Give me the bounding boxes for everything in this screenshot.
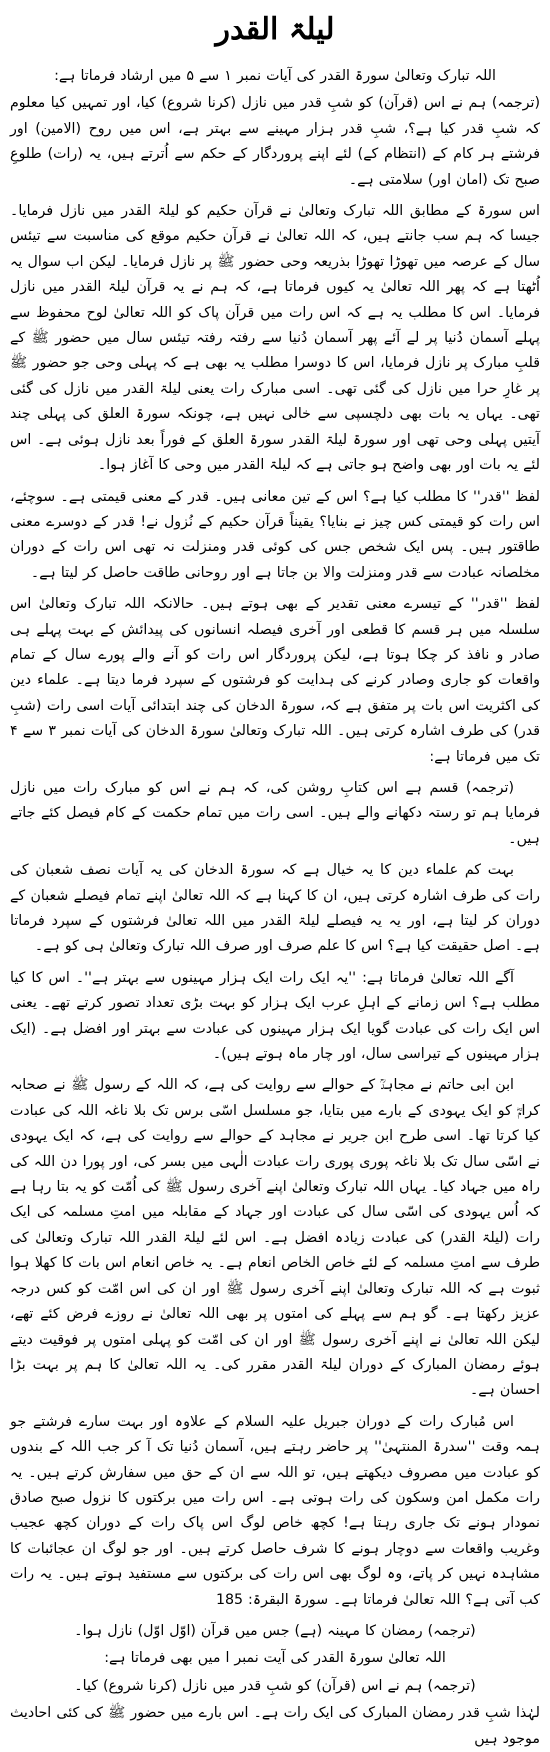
paragraph-shaban: بہت کم علماء دین کا یہ خیال ہے کہ سورۃ الدخان کی یہ آیات نصف شعبان کی رات کی طرف اشارہ کرتی ہیں، ان کا کہنا ہے کہ اللہ تعالیٰ اپنے تمام فیصلے شعبان کے دوران کر لیتا ہے، اور یہ یہ فیصلے لیلۃ القدر میں اللہ تعالیٰ فرشتوں کے سپرد فرماتا ہے۔ اصل حقیقت کیا ہے؟ اس کا علم صرف اور صرف اللہ تبارک وتعالیٰ ہی کو ہے۔ (10, 862, 540, 955)
translation-surah-qadr: (ترجمہ) ہم نے اس (قرآن) کو شبِ قدر میں نازل (کرنا شروع) کیا، اور تمہیں کیا معلوم کہ شبِ قدر کیا ہے؟، شبِ قدر ہزار مہینے سے بہتر ہے، اس میں روح (الامین) اور فرشتے ہر کام کے (انتظام کے) لئے اپنے پروردگار کے حکم سے اُترتے ہیں، یہ (رات) طلوعِ صبح تک (امان اور) سلامتی ہے۔ (10, 95, 540, 188)
paragraph-meaning-qadr: لفظ ''قدر'' کا مطلب کیا ہے؟ اس کے تین معانی ہیں۔ قدر کے معنی قیمتی ہے۔ سوچئے، اس رات کو قیمتی کس چیز نے بنایا؟ یقیناً قرآن حکیم کے نُزول نے! قدر کے دوسرے معنی طاقتور ہیں۔ پس ایک شخص جس کی کوئی قدر ومنزلت نہ تھی اس رات کے دوران مخلصانہ عبادت سے قدر ومنزلت والا بن جاتا ہے اور روحانی طاقت حاصل کر لیتا ہے۔ (10, 488, 540, 581)
verse-reference-qadr: اللہ تعالیٰ سورۃ القدر کی آیت نمبر ا میں بھی فرماتا ہے: (104, 1650, 446, 1667)
translation-surah-dukhan: (ترجمہ) قسم ہے اس کتابِ روشن کی، کہ ہم نے اس کو مبارک رات میں نازل فرمایا ہم تو رستہ دکھانے والے ہیں۔ اسی رات میں تمام حکمت کے کام فیصل کئے جاتے ہیں۔ (10, 779, 540, 847)
paragraph-narration: ابن ابی حاتم نے مجاہدؒ کے حوالے سے روایت کی ہے، کہ اللہ کے رسول ﷺ نے صحابہ کرامؓ کو ایک یہودی کے بارے میں بتایا، جو مسلسل اسّی برس تک بلا ناغہ اللہ کی عبادت کیا کرتا تھا۔ اسی طرح ابن جریر نے مجاہد کے حوالے سے روایت کی ہے، کہ ایک یہودی نے اسّی سال تک بلا ناغہ پوری پوری رات عبادت الٰہی میں بسر کی، اور پورا دن اللہ کی راہ میں جہاد کیا۔ یہاں اللہ تبارک وتعالیٰ اپنے آخری رسول ﷺ کی اُمّت کو یہ بتا رہا ہے کہ اُس یہودی کی اسّی سال کی عبادت اور جہاد کے مقابلہ میں امتِ مسلمہ کی ایک رات (لیلۃ القدر) کی عبادت زیادہ افضل ہے۔ اس لئے لیلۃ القدر اللہ تبارک وتعالیٰ کی طرف سے امتِ مسلمہ کے لئے خاص الخاص انعام ہے۔ یہ خاص انعام اس بات کا کھلا ہوا ثبوت ہے کہ اللہ تبارک وتعالیٰ اپنے آخری رسول ﷺ اور ان کی اس امّت کو کس درجہ عزیز رکھتا ہے۔ گو ہم سے پہلے کی امتوں پر بھی اللہ تعالیٰ نے روزے فرض کئے تھے، لیکن اللہ تعالیٰ نے اپنے آخری رسول ﷺ اور ان کی امّت کو پہلی امتوں پر فوقیت دیتے ہوئے رمضان المبارک کے دوران لیلۃ القدر مقرر کی۔ یہ اللہ تعالیٰ کا ہم پر بہت بڑا احسان ہے۔ (10, 1077, 540, 1399)
intro-verse-reference: اللہ تبارک وتعالیٰ سورۃ القدر کی آیات نمبر ۱ سے ۵ میں ارشاد فرماتا ہے: (54, 68, 496, 84)
paragraph-angels: اس مُبارک رات کے دوران جبریل علیہ السلام کے علاوہ اور بہت سارے فرشتے جو ہمہ وقت ''سدرۃ المنتہیٰ'' پر حاضر رہتے ہیں، آسمان دُنیا تک آ کر جب اللہ کے بندوں کو عبادت میں مصروف دیکھتے ہیں، تو اللہ سے ان کے حق میں سفارش کرتے ہیں۔ یہ رات مکمل امن وسکون کی رات ہوتی ہے۔ اس رات میں برکتوں کا نزول صبح صادق نمودار ہونے تک جاری رہتا ہے! کچھ خاص لوگ اس پاک رات کے دوران کچھ عجیب وغریب واقعات سے دوچار ہونے کا شرف حاصل کرتے ہیں۔ اور جو لوگ ان عجائبات کا مشاہدہ نہیں کر پاتے، وہ لوگ بھی اس رات کی برکتوں سے مستفید ہوتے ہیں۔ یہ رات کب آتی ہے؟ اللہ تعالیٰ فرماتا ہے۔ سورۃ البقرۃ: 185 (10, 1413, 540, 1608)
paragraph-closing: لہٰذا شبِ قدر رمضان المبارک کی ایک رات ہے۔ اس بارے میں حضور ﷺ کی کئی احادیث موجود ہیں (10, 1705, 540, 1747)
translation-surah-baqarah: (ترجمہ) رمضان کا مہینہ (ہے) جس میں قرآن (اوّل اوّل) نازل ہوا۔ (74, 1622, 476, 1639)
paragraph-destiny: لفظ ''قدر'' کے تیسرے معنی تقدیر کے بھی ہوتے ہیں۔ حالانکہ اللہ تبارک وتعالیٰ اس سلسلہ میں ہر قسم کا قطعی اور آخری فیصلہ انسانوں کی پیدائش کے بہت پہلے ہی صادر و نافذ کر چکا ہوتا ہے، لیکن پروردگار اس رات کو آنے والے پورے سال کے تمام واقعات کو جاری وصادر کرنے کی ہدایت کو فرشتوں کے سپرد فرما دیتا ہے۔ علماء دین کی اکثریت اس بات پر متفق ہے کہ، سورۃ الدخان کی چند ابتدائی آیات اسی رات (شبِ قدر) کی طرف اشارہ کرتی ہیں۔ اللہ تبارک وتعالیٰ سورۃ الدخان کی آیات نمبر ۳ سے ۴ تک میں فرماتا ہے: (10, 596, 540, 765)
article-title: لیلۃ القدر (215, 12, 335, 47)
translation-surah-qadr-verse-1: (ترجمہ) ہم نے اس (قرآن) کو شبِ قدر میں نازل (کرنا شروع) کیا۔ (74, 1677, 476, 1694)
article-body (10, 64, 540, 1752)
paragraph-revelation: اس سورۃ کے مطابق اللہ تبارک وتعالیٰ نے قرآن حکیم کو لیلۃ القدر میں نازل فرمایا۔ جیسا کہ ہم سب جانتے ہیں، کہ اللہ تعالیٰ نے قرآن حکیم موقع کی مناسبت سے تیئس سال کے عرصہ میں تھوڑا تھوڑا بذریعہ وحی حضور ﷺ پر نازل فرمایا۔ لیکن اب سوال یہ اُٹھتا ہے کہ پھر اللہ تعالیٰ یہ کیوں فرماتا ہے، کہ ہم نے یہ قرآن لیلۃ القدر میں نازل فرمایا۔ اس کا مطلب یہ ہے کہ اس رات میں قرآن پاک کو اللہ تعالیٰ لوح محفوظ سے پہلے آسمان دُنیا پر لے آئے پھر آسمان دُنیا سے رفتہ رفتہ تیئس سال میں حضور ﷺ کے قلبِ مبارک پر نازل فرمایا، اس کا دوسرا مطلب یہ بھی ہے کہ پہلی وحی جو حضور ﷺ پر غارِ حرا میں نازل کی گئی تھی۔ اسی مبارک رات یعنی لیلۃ القدر میں نازل کی گئی تھی۔ یہاں یہ بات بھی دلچسپی سے خالی نہیں ہے، چونکہ سورۃ العلق کی پہلی چند آیتیں پہلی وحی تھی اور سورۃ لیلۃ القدر سورۃ العلق کے فوراً بعد نازل ہوئی ہے۔ اس لئے یہ بات اور بھی واضح ہو جاتی ہے کہ لیلۃ القدر میں وحی کا آغاز ہوا۔ (10, 203, 540, 474)
paragraph-thousand-months: آگے اللہ تعالیٰ فرماتا ہے: ''یہ ایک رات ایک ہزار مہینوں سے بہتر ہے''۔ اس کا کیا مطلب ہے؟ اس زمانے کے اہلِ عرب ایک ہزار کو بہت بڑی تعداد تصور کرتے تھے۔ یعنی اس ایک رات کی عبادت گویا ایک ہزار مہینوں کی عبادت سے بہتر اور افضل ہے۔ (ایک ہزار مہینوں کے تیراسی سال، اور چار ماہ ہوتے ہیں)۔ (10, 969, 540, 1063)
